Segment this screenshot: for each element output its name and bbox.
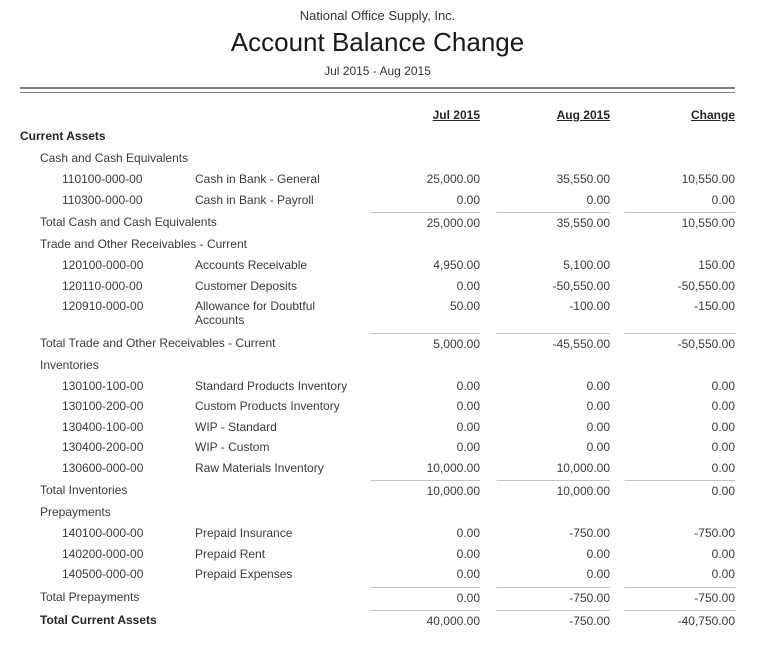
section-label: Current Assets: [20, 129, 106, 143]
table-body: [20, 125, 735, 631]
account-name: Standard Products Inventory: [195, 378, 348, 393]
amount-jul-2015: 0.00: [456, 567, 480, 581]
account-name: Allowance for Doubtful Accounts: [195, 299, 316, 327]
account-row: [20, 437, 735, 458]
account-row: [20, 190, 735, 211]
total-row: [20, 478, 735, 501]
amount-change: 10,550.00: [681, 172, 735, 186]
account-name: WIP - Standard: [195, 419, 277, 434]
account-name: Prepaid Rent: [195, 546, 266, 561]
account-name: Raw Materials Inventory: [195, 460, 324, 475]
balance-table: [20, 93, 735, 631]
total-amount-jul-2015: 25,000.00: [370, 212, 480, 233]
subsection-heading-row: [20, 233, 735, 255]
account-name: Accounts Receivable: [195, 258, 308, 272]
column-header-aug-2015: Aug 2015: [556, 108, 610, 122]
total-row: [20, 331, 735, 354]
total-amount-change: -750.00: [625, 587, 735, 608]
account-row: [20, 296, 735, 331]
grand-total-label: Total Current Assets: [40, 612, 157, 627]
account-row: [20, 564, 735, 585]
total-amount-change: -50,550.00: [625, 333, 735, 354]
amount-change: 150.00: [698, 258, 735, 272]
account-code: 130600-000-00: [62, 460, 144, 475]
total-label: Total Prepayments: [40, 589, 140, 604]
total-label: Total Inventories: [40, 483, 128, 497]
amount-aug-2015: 0.00: [586, 419, 610, 434]
total-amount-jul-2015: 10,000.00: [370, 480, 480, 501]
account-code: 140100-000-00: [62, 526, 144, 540]
amount-jul-2015: 0.00: [456, 440, 480, 454]
amount-change: 0.00: [711, 419, 735, 434]
amount-aug-2015: -50,550.00: [552, 278, 610, 293]
table-header-row: [20, 93, 735, 125]
account-code: 130100-100-00: [62, 378, 144, 393]
subsection-heading-row: [20, 501, 735, 523]
amount-aug-2015: 0.00: [586, 567, 610, 581]
amount-change: -750.00: [694, 526, 735, 540]
subsection-label: Cash and Cash Equivalents: [40, 151, 189, 165]
account-code: 130100-200-00: [62, 399, 144, 413]
account-code: 110100-000-00: [62, 172, 143, 186]
account-name: WIP - Custom: [195, 440, 270, 454]
company-name: National Office Supply, Inc.: [299, 8, 456, 23]
amount-jul-2015: 0.00: [456, 278, 480, 293]
amount-aug-2015: 0.00: [586, 399, 610, 413]
account-row: [20, 376, 735, 397]
total-amount-jul-2015: 0.00: [370, 587, 480, 608]
subsection-label: Prepayments: [40, 505, 111, 519]
amount-jul-2015: 0.00: [456, 526, 480, 540]
amount-change: 0.00: [711, 192, 735, 207]
account-code: 130400-200-00: [62, 440, 144, 454]
column-header-jul-2015: Jul 2015: [432, 108, 480, 122]
account-code: 130400-100-00: [62, 419, 144, 434]
amount-jul-2015: 0.00: [456, 419, 480, 434]
subsection-label: Inventories: [40, 357, 99, 372]
account-row: [20, 458, 735, 479]
account-row: [20, 544, 735, 565]
grand-total-amount-jul-2015: 40,000.00: [370, 610, 480, 631]
report-period: Jul 2015 - Aug 2015: [324, 64, 431, 78]
amount-jul-2015: 0.00: [456, 399, 480, 413]
amount-change: 0.00: [711, 460, 735, 475]
report-title: Account Balance Change: [230, 27, 525, 57]
amount-change: 0.00: [711, 567, 735, 581]
amount-jul-2015: 0.00: [456, 546, 480, 561]
total-amount-aug-2015: 35,550.00: [497, 212, 610, 233]
amount-jul-2015: 0.00: [456, 192, 480, 207]
grand-total-amount-aug-2015: -750.00: [497, 610, 610, 631]
amount-change: 0.00: [711, 440, 735, 454]
total-amount-aug-2015: -45,550.00: [497, 333, 610, 354]
account-name: Cash in Bank - Payroll: [195, 192, 314, 207]
amount-jul-2015: 10,000.00: [426, 460, 480, 475]
amount-change: 0.00: [711, 399, 735, 413]
account-code: 140200-000-00: [62, 546, 144, 561]
total-amount-jul-2015: 5,000.00: [370, 333, 480, 354]
total-label: Total Trade and Other Receivables - Current: [40, 335, 276, 350]
amount-jul-2015: 0.00: [456, 378, 480, 393]
amount-aug-2015: -100.00: [569, 299, 610, 313]
account-name: Cash in Bank - General: [195, 172, 320, 186]
account-row: [20, 417, 735, 438]
total-row: [20, 585, 735, 608]
account-name: Prepaid Expenses: [195, 567, 293, 581]
amount-jul-2015: 4,950.00: [433, 258, 480, 272]
account-code: 110300-000-00: [62, 192, 143, 207]
section-heading-row: [20, 125, 735, 147]
account-code: 120100-000-00: [62, 258, 144, 272]
account-code: 120110-000-00: [62, 278, 143, 293]
grand-total-amount-change: -40,750.00: [625, 610, 735, 631]
amount-change: -150.00: [694, 299, 735, 313]
amount-aug-2015: -750.00: [569, 526, 610, 540]
amount-aug-2015: 0.00: [586, 440, 610, 454]
subsection-heading-row: [20, 147, 735, 169]
amount-aug-2015: 5,100.00: [563, 258, 610, 272]
amount-aug-2015: 0.00: [586, 378, 610, 393]
account-row: [20, 523, 735, 544]
amount-aug-2015: 35,550.00: [556, 172, 610, 186]
subsection-heading-row: [20, 354, 735, 376]
total-amount-change: 10,550.00: [625, 212, 735, 233]
account-name: Prepaid Insurance: [195, 526, 293, 540]
amount-change: -50,550.00: [677, 278, 735, 293]
account-name: Customer Deposits: [195, 278, 298, 293]
amount-change: 0.00: [711, 378, 735, 393]
total-row: [20, 210, 735, 233]
subsection-label: Trade and Other Receivables - Current: [40, 237, 247, 251]
column-header-change: Change: [690, 108, 735, 122]
account-code: 140500-000-00: [62, 567, 144, 581]
account-code: 120910-000-00: [62, 299, 144, 313]
total-amount-aug-2015: -750.00: [497, 587, 610, 608]
amount-aug-2015: 10,000.00: [556, 460, 610, 475]
account-row: [20, 396, 735, 417]
amount-change: 0.00: [711, 546, 735, 561]
total-amount-aug-2015: 10,000.00: [497, 480, 610, 501]
amount-jul-2015: 50.00: [449, 299, 480, 313]
total-amount-change: 0.00: [625, 480, 735, 501]
total-label: Total Cash and Cash Equivalents: [40, 215, 217, 229]
amount-jul-2015: 25,000.00: [426, 172, 480, 186]
account-name: Custom Products Inventory: [195, 399, 340, 413]
account-row: [20, 255, 735, 276]
amount-aug-2015: 0.00: [586, 546, 610, 561]
account-row: [20, 169, 735, 190]
amount-aug-2015: 0.00: [586, 192, 610, 207]
account-row: [20, 276, 735, 297]
grand-total-row: [20, 608, 735, 631]
